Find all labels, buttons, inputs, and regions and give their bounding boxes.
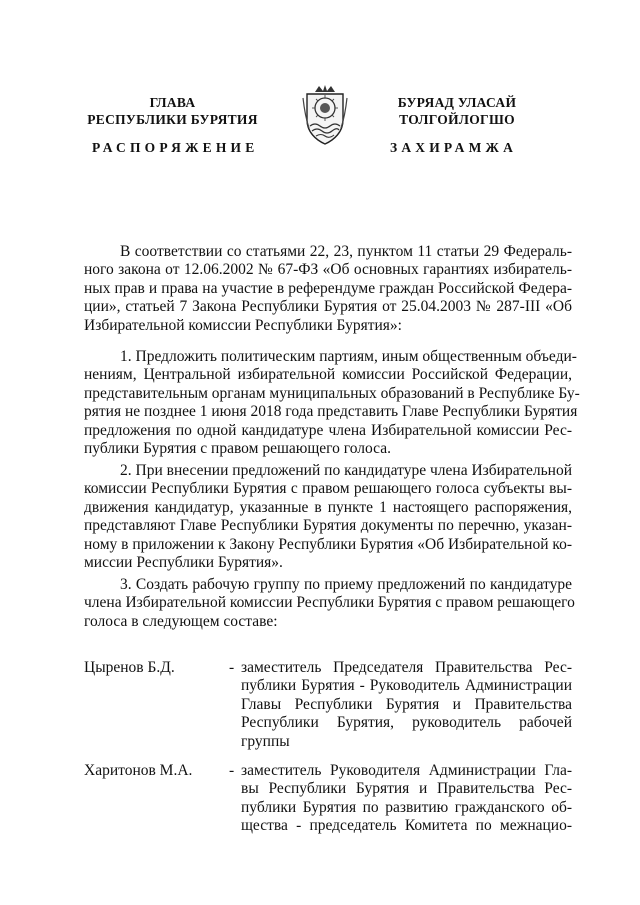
text-line: В соответствии со статьями 22, 23, пунктом 11 статьи 29 Федераль- [120,243,572,260]
text-line: рятия не позднее 1 июня 2018 года представить Главе Республики Бурятия [84,403,578,421]
text-line: ных прав и права на участие в референдуме граждан Российской Федера- [84,279,572,297]
text-line: предложения по одной кандидатуре члена Избирательной комиссии Рес- [84,421,572,439]
text-line: публики Бурятия с правом решающего голоса. [84,440,391,458]
text-line: ции», статьей 7 Закона Республики Бурятия от 25.04.2003 № 287-III «Об [84,298,572,316]
text-line: члена Избирательной комиссии Республики Бурятия с правом решающего [84,594,575,612]
text-line: публики Бурятия - Руководитель Администрации [241,677,572,695]
text-line: представительным органам муниципальных образований в Республике Бу- [84,384,580,402]
text-line: вы Республики Бурятия и Правительства Рес- [241,780,572,798]
header-left-title [80,94,265,128]
coat-of-arms-icon [301,84,349,146]
text-line: группы [241,732,290,750]
text-line: комиссии Республики Бурятия с правом решающего голоса субъекты вы- [84,480,572,498]
member-name: Цыренов Б.Д. [84,659,175,676]
preamble-paragraph [84,243,572,335]
text-line: Республики Бурятия, руководитель рабочей [241,714,572,732]
text-line: заместитель Руководителя Администрации Гла- [241,762,572,779]
member-name: Харитонов М.А. [84,762,193,779]
text-line: заместитель Председателя Правительства Рес- [241,659,572,676]
text-line: нениям, Центральной избирательной комиссии Российской Федерации, [84,366,572,384]
text-line: представляют Главе Республики Бурятия документы по перечню, указан- [84,517,572,535]
text-line: ному в приложении к Закону Республики Бурятия «Об Избирательной ко- [84,535,573,553]
header-left-line1: ГЛАВА [149,95,196,110]
text-line: публики Бурятия по развитию гражданского об- [241,798,572,816]
doc-type-right: ЗАХИРАМЖА [390,140,518,155]
text-line: 2. При внесении предложений по кандидатуре члена Избирательной [120,462,572,479]
header-right-line2: ТОЛГОЙЛОГШО [399,112,515,127]
text-line: 1. Предложить политическим партиям, иным общественным объеди- [120,348,577,365]
text-line: Главы Республики Бурятия и Правительства [241,695,572,713]
header-left-line2: РЕСПУБЛИКИ БУРЯТИЯ [87,112,258,127]
text-line: щества - председатель Комитета по межнацио- [241,817,572,835]
member-description [241,659,572,751]
member-description [241,762,572,836]
header-right-line1: БУРЯАД УЛАСАЙ [397,95,517,110]
text-line: миссии Республики Бурятия». [84,554,283,572]
text-line: голоса в следующем составе: [84,612,278,630]
doc-type-left: РАСПОРЯЖЕНИЕ [92,140,259,155]
text-line: движения кандидатур, указанные в пункте 1 настоящего распоряжения, [84,498,572,516]
text-line: ного закона от 12.06.2002 № 67-ФЗ «Об основных гарантиях избиратель- [84,261,572,279]
member-dash: - [229,762,235,779]
item-3-paragraph [84,576,575,631]
text-line: Избирательной комиссии Республики Бурятия»: [84,316,402,334]
item-1-paragraph [84,348,580,458]
item-2-paragraph [84,462,572,572]
header-right-title [372,94,542,128]
member-dash: - [229,659,235,676]
text-line: 3. Создать рабочую группу по приему предложений по кандидатуре [120,576,572,593]
